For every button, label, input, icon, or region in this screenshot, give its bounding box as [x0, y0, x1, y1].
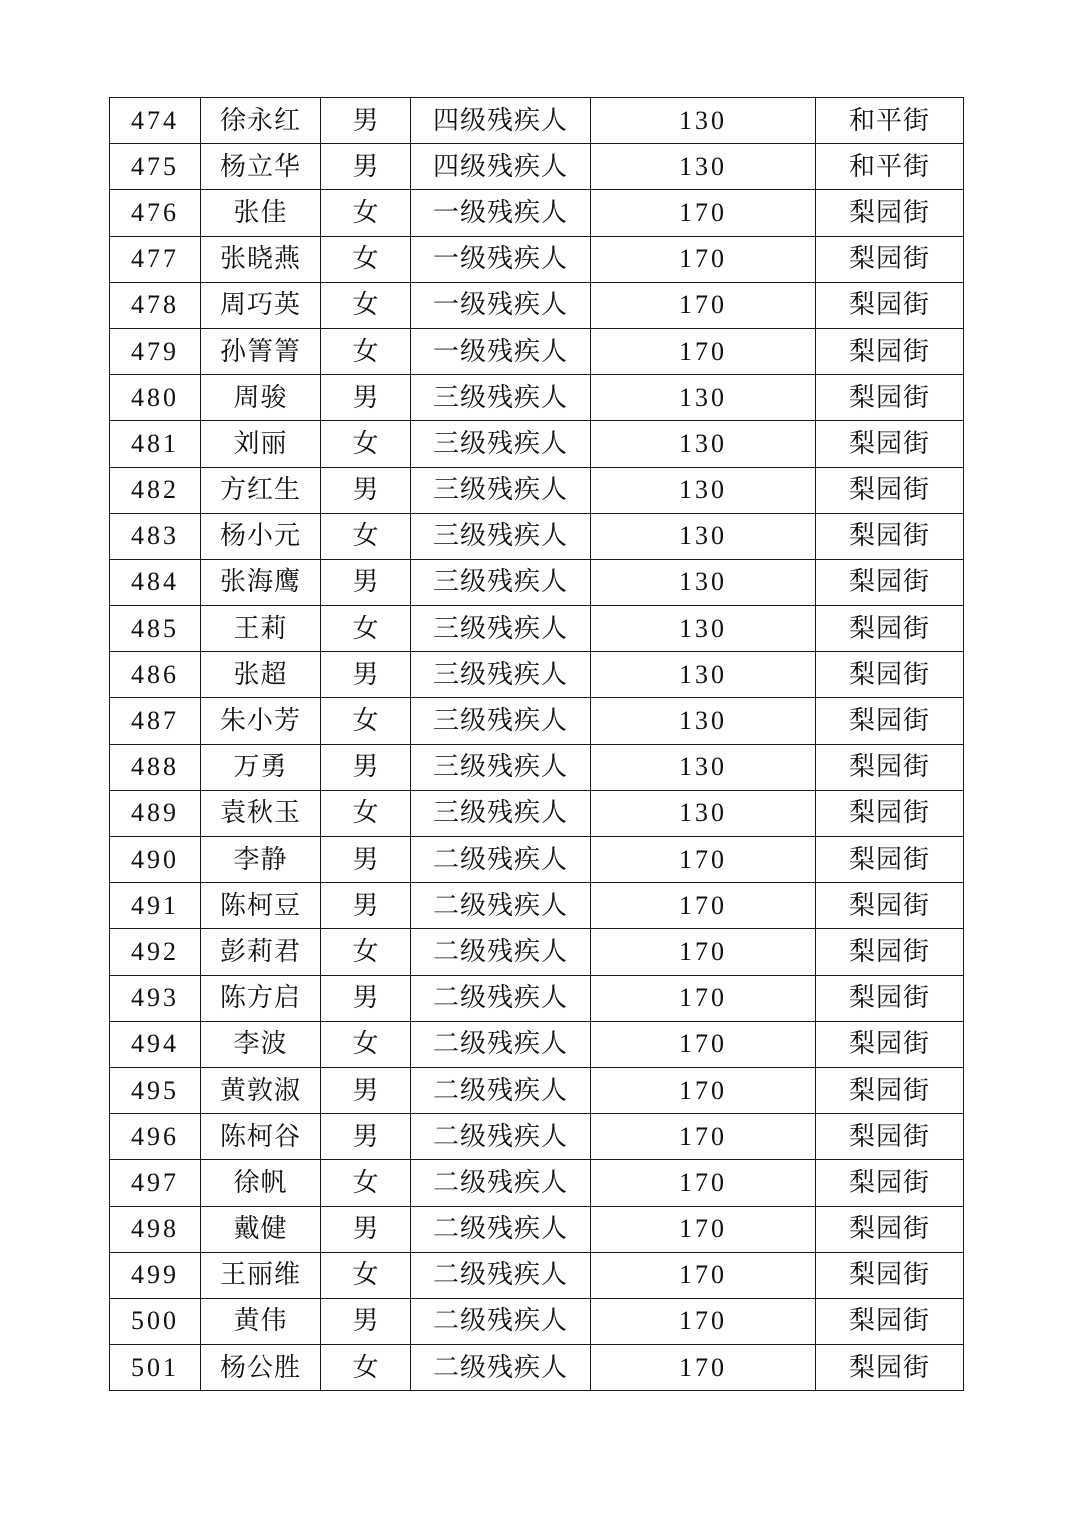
street-cell: 梨园街: [816, 421, 964, 467]
street-cell: 梨园街: [816, 513, 964, 559]
disability-level-cell: 一级残疾人: [411, 282, 591, 328]
amount-cell: 170: [591, 1298, 816, 1344]
disability-level-cell: 三级残疾人: [411, 421, 591, 467]
serial-number-cell: 474: [110, 98, 201, 144]
name-cell: 陈柯谷: [201, 1114, 321, 1160]
amount-cell: 170: [591, 1345, 816, 1391]
amount-cell: 130: [591, 98, 816, 144]
table-row: [110, 744, 964, 790]
disability-level-cell: 三级残疾人: [411, 559, 591, 605]
serial-number-cell: 479: [110, 328, 201, 374]
table-row: [110, 698, 964, 744]
disability-level-cell: 四级残疾人: [411, 144, 591, 190]
name-cell: 张晓燕: [201, 236, 321, 282]
name-cell: 周巧英: [201, 282, 321, 328]
disability-level-cell: 三级残疾人: [411, 513, 591, 559]
disability-level-cell: 三级残疾人: [411, 375, 591, 421]
street-cell: 梨园街: [816, 1252, 964, 1298]
table-row: [110, 282, 964, 328]
serial-number-cell: 490: [110, 837, 201, 883]
table-row: [110, 975, 964, 1021]
name-cell: 万勇: [201, 744, 321, 790]
street-cell: 和平街: [816, 98, 964, 144]
amount-cell: 130: [591, 744, 816, 790]
serial-number-cell: 498: [110, 1206, 201, 1252]
name-cell: 张佳: [201, 190, 321, 236]
amount-cell: 130: [591, 652, 816, 698]
name-cell: 黄敦淑: [201, 1067, 321, 1113]
name-cell: 李波: [201, 1021, 321, 1067]
street-cell: 梨园街: [816, 1114, 964, 1160]
disability-level-cell: 二级残疾人: [411, 883, 591, 929]
gender-cell: 女: [321, 282, 411, 328]
gender-cell: 女: [321, 190, 411, 236]
serial-number-cell: 501: [110, 1345, 201, 1391]
serial-number-cell: 495: [110, 1067, 201, 1113]
amount-cell: 170: [591, 190, 816, 236]
amount-cell: 130: [591, 144, 816, 190]
serial-number-cell: 482: [110, 467, 201, 513]
amount-cell: 170: [591, 1114, 816, 1160]
street-cell: 梨园街: [816, 1067, 964, 1113]
gender-cell: 男: [321, 744, 411, 790]
gender-cell: 男: [321, 144, 411, 190]
disability-level-cell: 三级残疾人: [411, 652, 591, 698]
gender-cell: 男: [321, 1114, 411, 1160]
amount-cell: 170: [591, 328, 816, 374]
name-cell: 陈方启: [201, 975, 321, 1021]
gender-cell: 男: [321, 375, 411, 421]
gender-cell: 男: [321, 652, 411, 698]
disability-level-cell: 一级残疾人: [411, 236, 591, 282]
serial-number-cell: 480: [110, 375, 201, 421]
table-row: [110, 652, 964, 698]
amount-cell: 130: [591, 467, 816, 513]
serial-number-cell: 487: [110, 698, 201, 744]
name-cell: 徐帆: [201, 1160, 321, 1206]
amount-cell: 170: [591, 1206, 816, 1252]
gender-cell: 女: [321, 929, 411, 975]
amount-cell: 130: [591, 559, 816, 605]
disability-level-cell: 三级残疾人: [411, 606, 591, 652]
name-cell: 彭莉君: [201, 929, 321, 975]
disability-level-cell: 三级残疾人: [411, 744, 591, 790]
amount-cell: 130: [591, 421, 816, 467]
gender-cell: 女: [321, 421, 411, 467]
table-row: [110, 144, 964, 190]
street-cell: 梨园街: [816, 883, 964, 929]
serial-number-cell: 486: [110, 652, 201, 698]
gender-cell: 女: [321, 1160, 411, 1206]
disability-level-cell: 三级残疾人: [411, 698, 591, 744]
gender-cell: 女: [321, 790, 411, 836]
street-cell: 梨园街: [816, 1345, 964, 1391]
disability-level-cell: 二级残疾人: [411, 1252, 591, 1298]
gender-cell: 女: [321, 236, 411, 282]
street-cell: 梨园街: [816, 328, 964, 374]
serial-number-cell: 483: [110, 513, 201, 559]
table-row: [110, 1160, 964, 1206]
street-cell: 梨园街: [816, 282, 964, 328]
name-cell: 王丽维: [201, 1252, 321, 1298]
amount-cell: 170: [591, 837, 816, 883]
disability-level-cell: 二级残疾人: [411, 1298, 591, 1344]
amount-cell: 170: [591, 1252, 816, 1298]
serial-number-cell: 491: [110, 883, 201, 929]
name-cell: 李静: [201, 837, 321, 883]
gender-cell: 女: [321, 1021, 411, 1067]
table-row: [110, 1067, 964, 1113]
street-cell: 梨园街: [816, 190, 964, 236]
serial-number-cell: 497: [110, 1160, 201, 1206]
table-row: [110, 467, 964, 513]
street-cell: 梨园街: [816, 1160, 964, 1206]
table-row: [110, 1345, 964, 1391]
street-cell: 梨园街: [816, 744, 964, 790]
gender-cell: 男: [321, 1298, 411, 1344]
serial-number-cell: 496: [110, 1114, 201, 1160]
table-row: [110, 190, 964, 236]
name-cell: 袁秋玉: [201, 790, 321, 836]
gender-cell: 男: [321, 975, 411, 1021]
serial-number-cell: 475: [110, 144, 201, 190]
serial-number-cell: 484: [110, 559, 201, 605]
amount-cell: 170: [591, 1160, 816, 1206]
name-cell: 王莉: [201, 606, 321, 652]
name-cell: 朱小芳: [201, 698, 321, 744]
serial-number-cell: 489: [110, 790, 201, 836]
street-cell: 梨园街: [816, 467, 964, 513]
roster-table-body: [110, 98, 964, 1391]
name-cell: 张超: [201, 652, 321, 698]
street-cell: 梨园街: [816, 975, 964, 1021]
table-row: [110, 837, 964, 883]
disability-level-cell: 三级残疾人: [411, 467, 591, 513]
street-cell: 梨园街: [816, 1021, 964, 1067]
amount-cell: 170: [591, 975, 816, 1021]
amount-cell: 170: [591, 1021, 816, 1067]
gender-cell: 女: [321, 328, 411, 374]
name-cell: 周骏: [201, 375, 321, 421]
disability-level-cell: 二级残疾人: [411, 975, 591, 1021]
table-row: [110, 1114, 964, 1160]
street-cell: 梨园街: [816, 606, 964, 652]
name-cell: 黄伟: [201, 1298, 321, 1344]
disability-level-cell: 二级残疾人: [411, 1345, 591, 1391]
name-cell: 刘丽: [201, 421, 321, 467]
name-cell: 徐永红: [201, 98, 321, 144]
table-row: [110, 1298, 964, 1344]
disability-level-cell: 二级残疾人: [411, 837, 591, 883]
street-cell: 梨园街: [816, 559, 964, 605]
serial-number-cell: 488: [110, 744, 201, 790]
gender-cell: 女: [321, 1252, 411, 1298]
street-cell: 梨园街: [816, 929, 964, 975]
disability-level-cell: 二级残疾人: [411, 1114, 591, 1160]
amount-cell: 170: [591, 883, 816, 929]
name-cell: 孙箐箐: [201, 328, 321, 374]
street-cell: 梨园街: [816, 375, 964, 421]
serial-number-cell: 494: [110, 1021, 201, 1067]
gender-cell: 男: [321, 1206, 411, 1252]
roster-table: [109, 97, 964, 1391]
disability-level-cell: 三级残疾人: [411, 790, 591, 836]
street-cell: 梨园街: [816, 236, 964, 282]
disability-level-cell: 一级残疾人: [411, 190, 591, 236]
table-row: [110, 559, 964, 605]
street-cell: 和平街: [816, 144, 964, 190]
gender-cell: 女: [321, 1345, 411, 1391]
name-cell: 杨立华: [201, 144, 321, 190]
table-row: [110, 929, 964, 975]
table-row: [110, 1206, 964, 1252]
street-cell: 梨园街: [816, 1298, 964, 1344]
disability-level-cell: 二级残疾人: [411, 1067, 591, 1113]
name-cell: 戴健: [201, 1206, 321, 1252]
disability-level-cell: 二级残疾人: [411, 929, 591, 975]
table-row: [110, 1252, 964, 1298]
serial-number-cell: 500: [110, 1298, 201, 1344]
table-row: [110, 606, 964, 652]
disability-level-cell: 二级残疾人: [411, 1021, 591, 1067]
table-row: [110, 236, 964, 282]
serial-number-cell: 499: [110, 1252, 201, 1298]
gender-cell: 男: [321, 1067, 411, 1113]
table-row: [110, 421, 964, 467]
table-row: [110, 375, 964, 421]
table-row: [110, 790, 964, 836]
gender-cell: 男: [321, 559, 411, 605]
disability-level-cell: 一级残疾人: [411, 328, 591, 374]
serial-number-cell: 478: [110, 282, 201, 328]
table-row: [110, 513, 964, 559]
street-cell: 梨园街: [816, 652, 964, 698]
gender-cell: 女: [321, 606, 411, 652]
table-row: [110, 98, 964, 144]
amount-cell: 130: [591, 513, 816, 559]
street-cell: 梨园街: [816, 698, 964, 744]
amount-cell: 130: [591, 790, 816, 836]
name-cell: 方红生: [201, 467, 321, 513]
gender-cell: 男: [321, 883, 411, 929]
street-cell: 梨园街: [816, 1206, 964, 1252]
amount-cell: 170: [591, 282, 816, 328]
table-row: [110, 328, 964, 374]
gender-cell: 女: [321, 513, 411, 559]
amount-cell: 130: [591, 698, 816, 744]
gender-cell: 男: [321, 98, 411, 144]
gender-cell: 男: [321, 837, 411, 883]
serial-number-cell: 485: [110, 606, 201, 652]
table-row: [110, 1021, 964, 1067]
name-cell: 杨小元: [201, 513, 321, 559]
amount-cell: 170: [591, 236, 816, 282]
table-row: [110, 883, 964, 929]
gender-cell: 男: [321, 467, 411, 513]
disability-level-cell: 二级残疾人: [411, 1206, 591, 1252]
amount-cell: 170: [591, 929, 816, 975]
amount-cell: 170: [591, 1067, 816, 1113]
serial-number-cell: 477: [110, 236, 201, 282]
serial-number-cell: 493: [110, 975, 201, 1021]
amount-cell: 130: [591, 606, 816, 652]
serial-number-cell: 481: [110, 421, 201, 467]
disability-level-cell: 二级残疾人: [411, 1160, 591, 1206]
name-cell: 杨公胜: [201, 1345, 321, 1391]
gender-cell: 女: [321, 698, 411, 744]
name-cell: 张海鹰: [201, 559, 321, 605]
street-cell: 梨园街: [816, 837, 964, 883]
amount-cell: 130: [591, 375, 816, 421]
street-cell: 梨园街: [816, 790, 964, 836]
disability-level-cell: 四级残疾人: [411, 98, 591, 144]
serial-number-cell: 492: [110, 929, 201, 975]
name-cell: 陈柯豆: [201, 883, 321, 929]
serial-number-cell: 476: [110, 190, 201, 236]
